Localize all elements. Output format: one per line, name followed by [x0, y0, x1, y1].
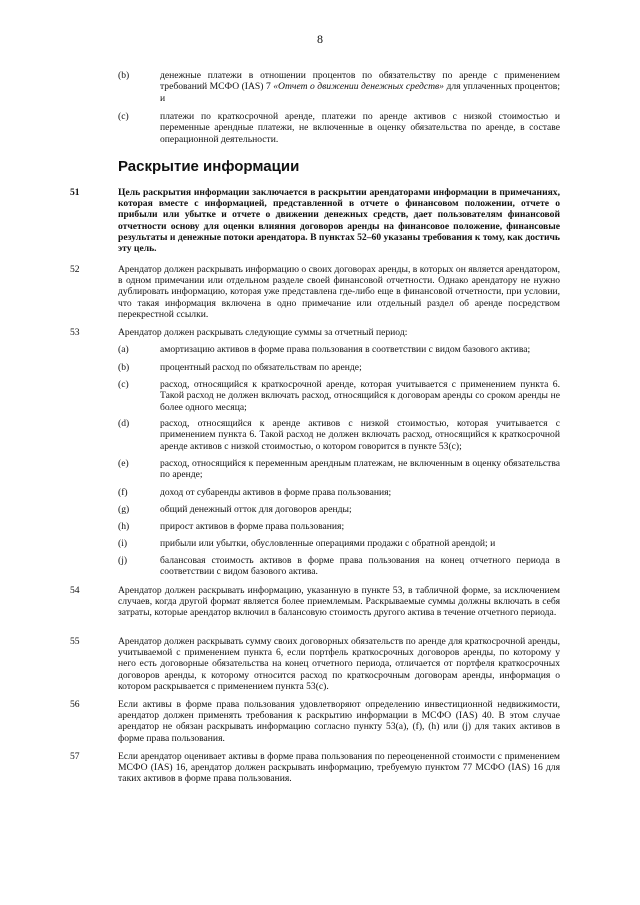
item-label: (b)	[118, 362, 130, 373]
paragraph-text: Цель раскрытия информации заключается в раскрытии арендаторами информации в примечаниях, которая вместе с информацией, представленной в отчете о финансовом положении, отчете о прибыли или убытке и отчете о движении денежных средств, дает пользователям финансовой отчетности основу для оценки влияния договоров аренды на финансовое положение, финансовые результаты и денежные потоки арендатора. В пунктах 52–60 указаны требования к тому, как достичь эту цель.	[118, 187, 560, 255]
item-label: (b)	[118, 70, 130, 81]
paragraph-number: 54	[70, 585, 80, 596]
item-label: (a)	[118, 344, 129, 355]
list-item: расход, относящийся к переменным арендным платежам, не включенным в оценку обязательства по аренде;	[160, 458, 560, 481]
list-item: платежи по краткосрочной аренде, платежи по аренде активов с низкой стоимостью и переменные арендные платежи, не включенные в оценку обязательства по аренде, в составе операционной деятельности.	[160, 111, 560, 145]
list-item: общий денежный отток для договоров аренды;	[160, 504, 352, 515]
list-item	[160, 70, 560, 104]
item-label: (c)	[118, 111, 129, 122]
item-label: (f)	[118, 487, 128, 498]
item-text: денежные платежи в отношении процентов по обязательству по аренде с применением требований МСФО (IAS) 7	[160, 70, 560, 93]
list-item: расход, относящийся к краткосрочной аренде, которая учитывается с применением пункта 6. Такой расход не должен включать расход, относящийся к договорам аренды со сроком аренды не более одного месяца;	[160, 379, 560, 413]
item-text-italic: «Отчет о движении денежных средств»	[273, 81, 444, 93]
list-item: прирост активов в форме права пользования;	[160, 521, 345, 532]
paragraph-text: Арендатор должен раскрывать следующие суммы за отчетный период:	[118, 327, 408, 338]
item-label: (c)	[118, 379, 129, 390]
item-label: (g)	[118, 504, 130, 515]
paragraph-text: Если арендатор оценивает активы в форме права пользования по переоцененной стоимости с применением МСФО (IAS) 16, арендатор должен раскрывать информацию, требуемую пунктом 77 МСФО (IAS) 16 для таких активов в форме права пользования.	[118, 751, 560, 785]
paragraph-text: Арендатор должен раскрывать информацию, указанную в пункте 53, в табличной форме, за исключением случаев, когда другой формат является более приемлемым. Раскрываемые суммы должны включать в себя затраты, которые арендатор включил в балансовую стоимость другого актива в течение отчетного периода.	[118, 585, 560, 619]
list-item: амортизацию активов в форме права пользования в соответствии с видом базового актива;	[160, 344, 531, 355]
item-label: (h)	[118, 521, 130, 532]
paragraph-number: 55	[70, 636, 80, 647]
paragraph-number: 53	[70, 327, 80, 338]
item-label: (e)	[118, 458, 129, 469]
item-text: для уплаченных процентов; и	[160, 81, 560, 104]
paragraph-number: 56	[70, 699, 80, 710]
list-item: балансовая стоимость активов в форме права пользования на конец отчетного периода в соответствии с видом базового актива.	[160, 555, 560, 578]
paragraph-number: 57	[70, 751, 80, 762]
paragraph-text: Арендатор должен раскрывать информацию о своих договорах аренды, в которых он является арендатором, в одном примечании или отдельном разделе своей финансовой отчетности. Однако арендатору не нужно дублировать информацию, которая уже представлена где-либо еще в финансовой отчетности, при условии, что такая информация включена в одно примечание или отдельный раздел об аренде посредством перекрестной ссылки.	[118, 264, 560, 320]
list-item: процентный расход по обязательствам по аренде;	[160, 362, 362, 373]
item-label: (j)	[118, 555, 128, 566]
item-label: (i)	[118, 538, 128, 549]
paragraph-text: Если активы в форме права пользования удовлетворяют определению инвестиционной недвижимости, арендатор должен применять требования к раскрытию информации в МСФО (IAS) 40. В этом случае арендатор не обязан раскрывать информацию согласно пункту 53(a), (f), (h) или (j) для таких активов в форме права пользования.	[118, 699, 560, 744]
list-item: расход, относящийся к аренде активов с низкой стоимостью, которая учитывается с применением пункта 6. Такой расход не должен включать расход, относящийся к краткосрочной аренде активов с низкой стоимостью, о котором говорится в пункте 53(c);	[160, 418, 560, 452]
paragraph-text: Арендатор должен раскрывать сумму своих договорных обязательств по аренде для краткосрочной аренды, учитываемой с применением пункта 6, если портфель краткосрочных договоров аренды, по которому у него есть договорные обязательства на конец отчетного периода, отличается от портфеля краткосрочных договоров аренды, к которому относится расход по краткосрочным договорам аренды, информация о котором раскрывается с применением пункта 53(c).	[118, 636, 560, 692]
paragraph-number: 51	[70, 187, 80, 198]
page-number: 8	[317, 32, 323, 46]
section-heading: Раскрытие информации	[118, 158, 300, 175]
item-label: (d)	[118, 418, 130, 429]
paragraph-number: 52	[70, 264, 80, 275]
list-item: доход от субаренды активов в форме права пользования;	[160, 487, 392, 498]
list-item: прибыли или убытки, обусловленные операциями продажи с обратной арендой; и	[160, 538, 496, 549]
